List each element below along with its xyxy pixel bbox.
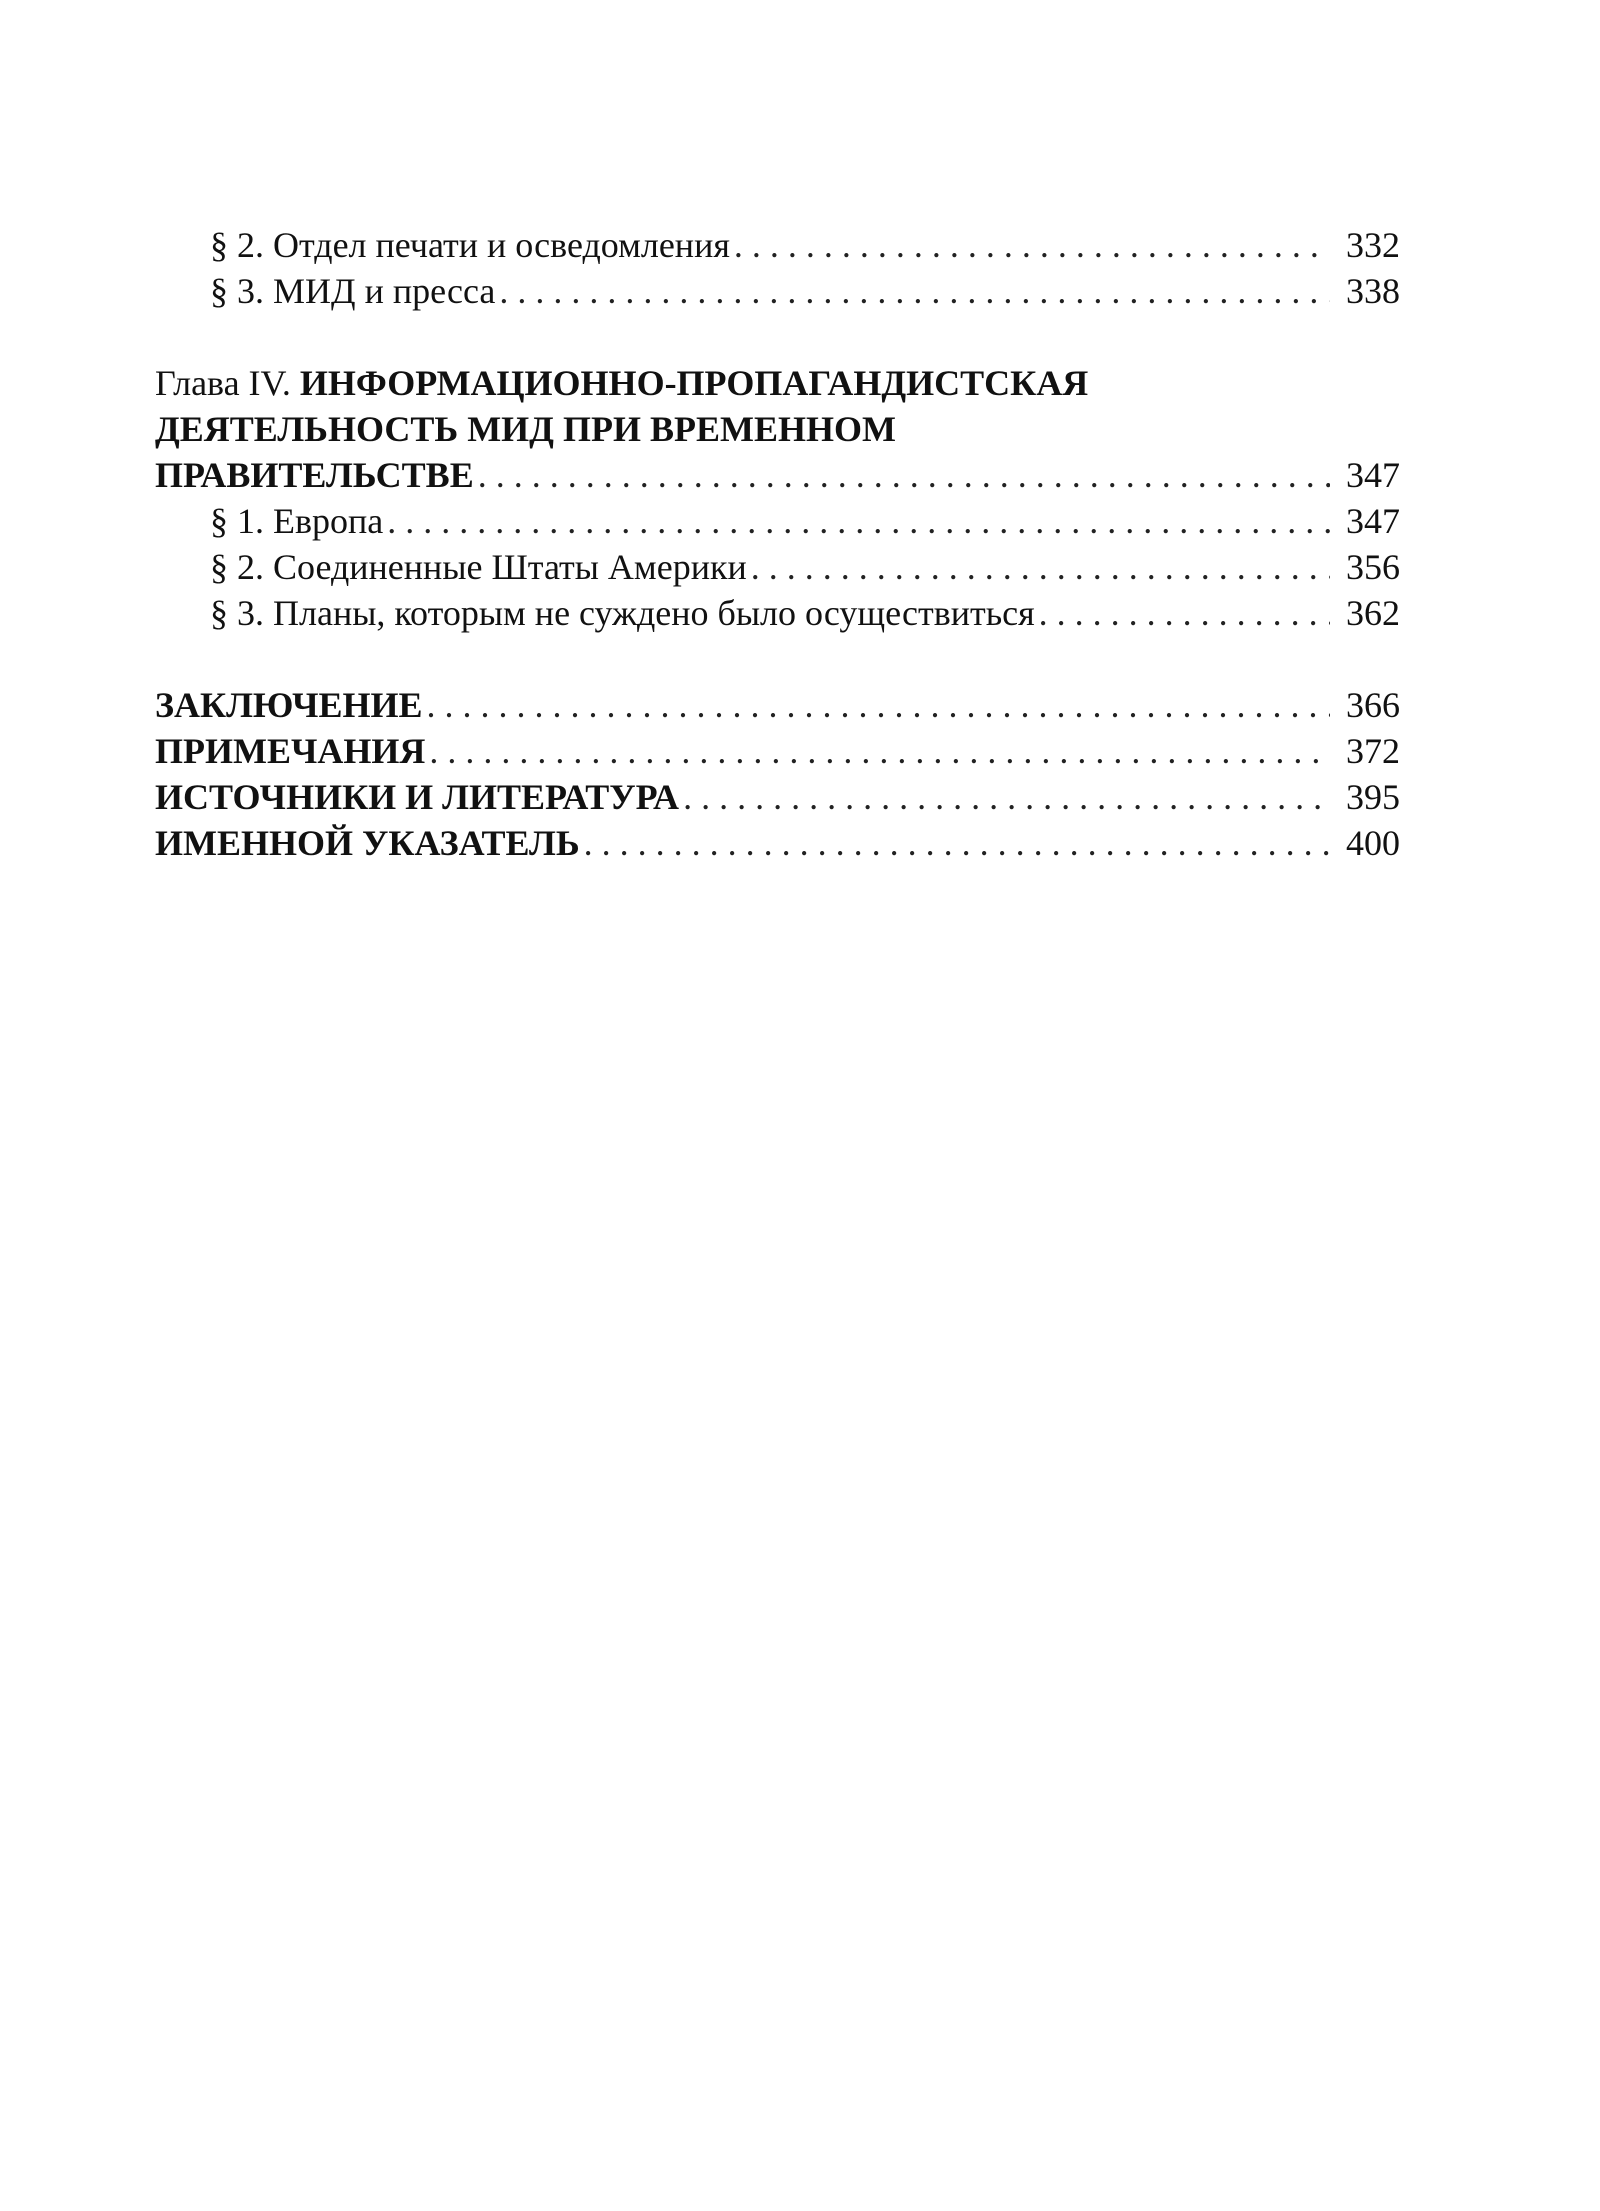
toc-entry-label: § 1. Европа	[210, 501, 384, 541]
toc-entry-label: § 3. МИД и пресса	[210, 271, 496, 311]
toc-entry-label: ЗАКЛЮЧЕНИЕ	[155, 685, 423, 725]
dot-leader	[734, 222, 1330, 268]
toc-page-number: 372	[1346, 731, 1400, 771]
toc-entry-name-index[interactable]	[155, 820, 1400, 866]
dot-leader	[683, 774, 1330, 820]
toc-entry-notes[interactable]	[155, 728, 1400, 774]
toc-page-number: 395	[1346, 777, 1400, 817]
toc-page-number: 347	[1346, 455, 1400, 495]
dot-leader	[478, 452, 1330, 498]
toc-page-number: 338	[1346, 271, 1400, 311]
toc-entry-section-1-europe[interactable]	[155, 498, 1400, 544]
toc-entry-label: ПРИМЕЧАНИЯ	[155, 731, 426, 771]
toc-entry-label: § 2. Отдел печати и осведомления	[210, 225, 730, 265]
dot-leader	[499, 268, 1330, 314]
toc-page-number: 366	[1346, 685, 1400, 725]
dot-leader	[1039, 590, 1330, 636]
toc-entry-chapter-4[interactable]	[155, 452, 1400, 498]
toc-page-number: 347	[1346, 501, 1400, 541]
chapter-4-prefix: Глава IV.	[155, 363, 291, 403]
table-of-contents	[155, 222, 1400, 866]
toc-entry-label: § 3. Планы, которым не суждено было осуществиться	[210, 593, 1035, 633]
toc-entry-label: ИМЕННОЙ УКАЗАТЕЛЬ	[155, 823, 580, 863]
toc-entry-label: § 2. Соединенные Штаты Америки	[210, 547, 747, 587]
toc-entry-section-2-usa[interactable]	[155, 544, 1400, 590]
toc-entry-label: ИСТОЧНИКИ И ЛИТЕРАТУРА	[155, 777, 680, 817]
dot-leader	[387, 498, 1330, 544]
dot-leader	[751, 544, 1330, 590]
toc-entry-conclusion[interactable]	[155, 682, 1400, 728]
chapter-4-title-part-3: ПРАВИТЕЛЬСТВЕ	[155, 455, 474, 495]
spacer	[155, 636, 1400, 682]
toc-page-number: 332	[1346, 225, 1400, 265]
toc-entry-section-3-unrealized-plans[interactable]	[155, 590, 1400, 636]
dot-leader	[427, 682, 1330, 728]
toc-page-number: 400	[1346, 823, 1400, 863]
toc-entry-section-2-press-office[interactable]	[155, 222, 1400, 268]
dot-leader	[584, 820, 1330, 866]
toc-page-number: 356	[1346, 547, 1400, 587]
toc-entry-section-3-mfa-press[interactable]	[155, 268, 1400, 314]
toc-entry-sources-literature[interactable]	[155, 774, 1400, 820]
chapter-4-title-part-2: ДЕЯТЕЛЬНОСТЬ МИД ПРИ ВРЕМЕННОМ	[155, 409, 896, 449]
dot-leader	[429, 728, 1330, 774]
toc-page-number: 362	[1346, 593, 1400, 633]
chapter-4-title-part-1: ИНФОРМАЦИОННО-ПРОПАГАНДИСТСКАЯ	[299, 363, 1089, 403]
spacer	[155, 314, 1400, 360]
chapter-4-heading-line-1	[155, 360, 1400, 406]
